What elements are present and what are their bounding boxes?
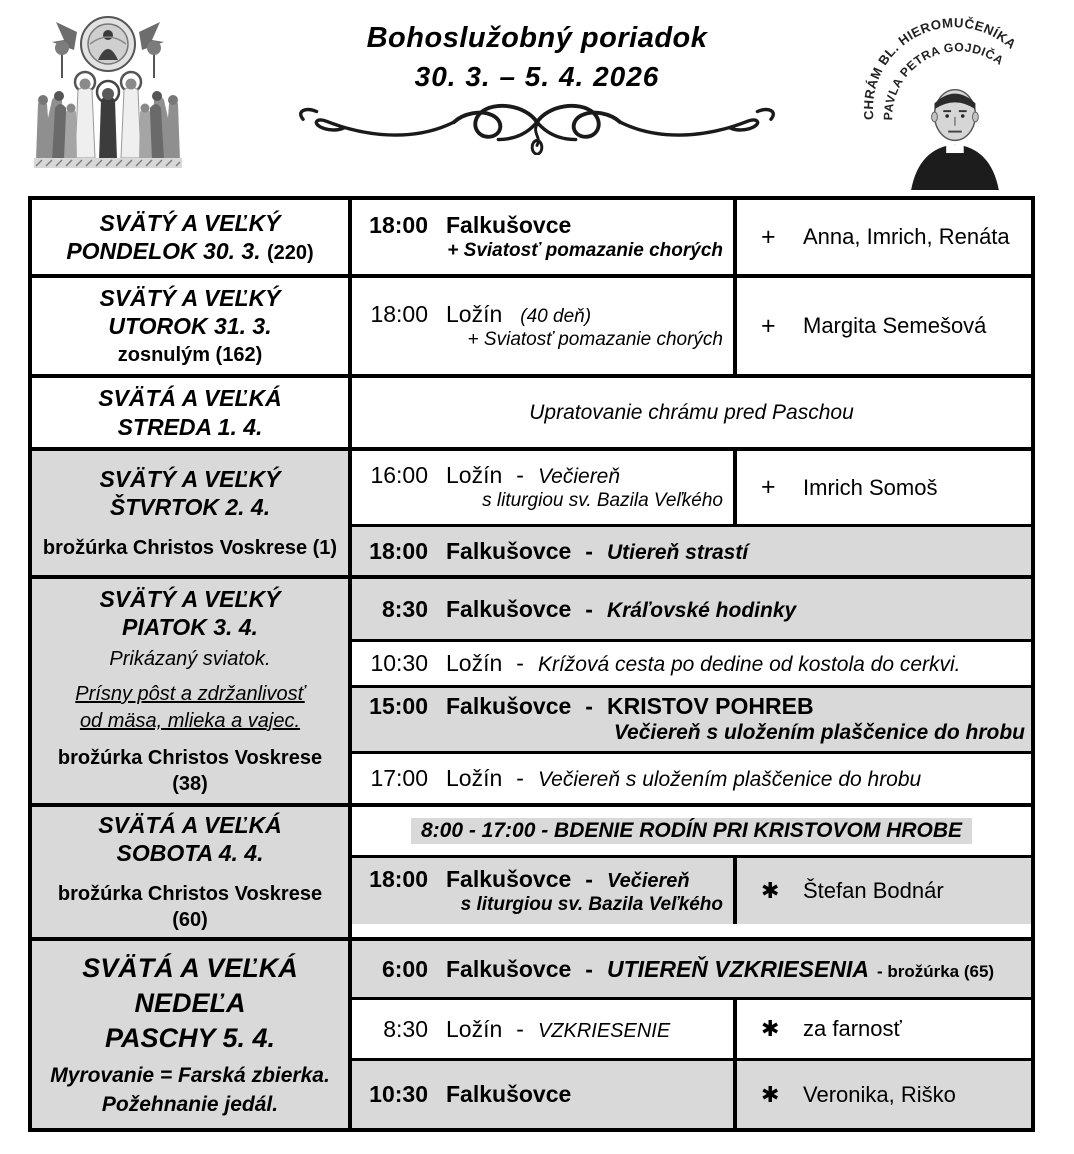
day-fasting-line: Prísny pôst a zdržanlivosť: [75, 683, 305, 706]
service-place: Ložín: [446, 1015, 503, 1042]
intent-cell: [733, 858, 1031, 924]
service-place: Falkušovce: [446, 537, 572, 564]
service-place: Ložín: [446, 765, 503, 791]
day-title-line: PIATOK 3. 4.: [122, 614, 258, 640]
service-place: Falkušovce: [446, 1081, 572, 1108]
intent-symbol: +: [761, 311, 776, 340]
intent-cell: [733, 1061, 1031, 1128]
intent-symbol: ✱: [761, 878, 780, 903]
service-subline: + Sviatosť pomazanie chorých: [467, 328, 723, 350]
day-title-line: SVÄTÁ A VEĽKÁ: [82, 952, 298, 983]
intent-symbol: +: [761, 473, 776, 501]
separator: -: [585, 537, 593, 564]
service-name: Utiereň strastí: [606, 540, 749, 564]
intent-cell: [733, 1000, 1031, 1058]
service-entry: [352, 278, 1031, 374]
day-title-line: ŠTVRTOK 2. 4.: [109, 494, 271, 520]
service-note: - brožúrka (65): [876, 961, 995, 981]
service-place: Falkušovce: [446, 595, 572, 622]
service-time: 18:00: [369, 537, 428, 564]
day-note-line: Myrovanie = Farská zbierka.: [50, 1063, 330, 1087]
day-note-line: brožúrka Christos Voskrese (38): [57, 747, 323, 796]
service-time: 10:30: [370, 650, 428, 676]
day-cell: [32, 579, 352, 803]
day-row-sunday: [32, 937, 1031, 1128]
service-subline: + Sviatosť pomazanie chorých: [447, 239, 723, 261]
portrait: [911, 90, 999, 190]
service-name: UTIEREŇ VZKRIESENIA: [606, 955, 869, 982]
intent-names: Margita Semešová: [803, 313, 987, 338]
service-time: 15:00: [369, 692, 428, 719]
stamp-arc-bottom-text: PAVLA PETRA GOJDIČA: [881, 40, 1007, 121]
intent-symbol: ✱: [761, 1016, 780, 1042]
service-note: (40 deň): [520, 305, 592, 327]
page-title: Bohoslužobný poriadok: [366, 22, 708, 54]
day-note-line: Požehnanie jedál.: [101, 1093, 279, 1117]
day-note-line: Prikázaný sviatok.: [109, 648, 271, 671]
day-row-saturday: [32, 803, 1031, 937]
service-place: Ložín: [446, 650, 503, 676]
separator: -: [585, 692, 593, 719]
service-time: 17:00: [370, 765, 428, 791]
day-note-line: brožúrka Christos Voskrese (1): [42, 537, 338, 560]
service-entry: [352, 378, 1031, 447]
separator: -: [516, 462, 524, 489]
service-name: Kráľovské hodinky: [606, 598, 797, 622]
day-count: (220): [266, 241, 314, 264]
service-place: Ložín: [446, 300, 503, 327]
service-name: VZKRIESENIE: [537, 1019, 671, 1042]
service-place: Ložín: [446, 462, 503, 489]
service-time: 18:00: [370, 300, 428, 327]
day-note-line: zosnulým (162): [117, 344, 263, 367]
intent-cell: [733, 451, 1031, 524]
service-time: 8:30: [383, 1015, 428, 1042]
service-time: 8:30: [381, 595, 428, 622]
service-subline: Večiereň s uložením plaščenice do hrobu: [613, 720, 1025, 744]
intent-cell: [733, 200, 1031, 274]
service-entry: [352, 451, 1031, 524]
day-cell: [32, 941, 352, 1128]
separator: -: [516, 1015, 524, 1042]
service-entry: [352, 807, 1031, 855]
separator: -: [516, 650, 524, 676]
ascension-icon: [28, 8, 188, 178]
separator: -: [585, 865, 593, 892]
service-subline: s liturgiou sv. Bazila Veľkého: [460, 893, 723, 915]
schedule-table: [28, 196, 1035, 1132]
service-place: Falkušovce: [446, 955, 572, 982]
service-time: 6:00: [381, 955, 428, 982]
service-entry: [352, 941, 1031, 997]
day-title-line: SVÄTÝ A VEĽKÝ: [99, 284, 281, 311]
day-title-line: NEDEĽA: [134, 987, 246, 1018]
day-title-line: SVÄTÝ A VEĽKÝ: [99, 585, 281, 612]
intent-cell: [733, 278, 1031, 374]
day-title-line: SVÄTÁ A VEĽKÁ: [98, 385, 282, 412]
day-row-thursday: [32, 447, 1031, 575]
day-title-line: SVÄTÝ A VEĽKÝ: [99, 465, 281, 492]
banner-line: 8:00 - 17:00 - BDENIE RODÍN PRI KRISTOVOM HROBE: [411, 818, 972, 844]
day-cell: [32, 278, 352, 374]
intent-names: za farnosť: [803, 1016, 902, 1042]
day-title-line: [66, 237, 313, 265]
day-row-wednesday: [32, 374, 1031, 447]
title-block: [257, 22, 817, 160]
day-title-line: SVÄTÝ A VEĽKÝ: [99, 209, 281, 236]
cleaning-note-line: Upratovanie chrámu pred Paschou: [529, 400, 854, 424]
intent-symbol: ✱: [761, 1081, 780, 1107]
intent-names: Anna, Imrich, Renáta: [803, 224, 1010, 249]
day-fasting-line: od mäsa, mlieka a vajec.: [79, 710, 301, 733]
service-time: 16:00: [370, 462, 428, 489]
day-title-line: STREDA 1. 4.: [117, 413, 263, 440]
intent-names: Imrich Somoš: [803, 474, 938, 500]
service-subline: s liturgiou sv. Bazila Veľkého: [482, 490, 723, 512]
service-place: Falkušovce: [446, 865, 572, 892]
separator: -: [585, 595, 593, 622]
service-entry: [352, 579, 1031, 639]
service-name: Večiereň: [606, 869, 690, 892]
separator: -: [516, 765, 524, 791]
service-entry: [352, 524, 1031, 575]
service-name: KRISTOV POHREB: [606, 692, 814, 719]
day-note-line: brožúrka Christos Voskrese (60): [57, 883, 323, 932]
service-name: Krížová cesta po dedine od kostola do cerkvi.: [537, 653, 961, 676]
separator: -: [585, 955, 593, 982]
day-title-line: UTOROK 31. 3.: [108, 313, 272, 339]
day-date: PONDELOK 30. 3.: [66, 237, 261, 264]
service-time: 10:30: [369, 1081, 428, 1108]
day-row-monday: [32, 200, 1031, 274]
service-entry: [352, 1058, 1031, 1128]
service-name: Večiereň s uložením plaščenice do hrobu: [537, 768, 922, 791]
service-place: Falkušovce: [446, 211, 572, 238]
service-entry: [352, 997, 1031, 1058]
service-entry: [352, 855, 1031, 924]
service-time: 18:00: [369, 865, 428, 892]
day-row-tuesday: [32, 274, 1031, 374]
day-cell: [32, 451, 352, 575]
day-row-friday: [32, 575, 1031, 803]
flourish-ornament: [257, 97, 817, 160]
stamp-arc-top-text: CHRÁM BL. HIEROMUČENÍKA: [860, 15, 1020, 121]
day-title-line: SOBOTA 4. 4.: [116, 840, 264, 867]
day-cell: [32, 378, 352, 447]
intent-names: Veronika, Riško: [803, 1081, 956, 1107]
service-entry: [352, 685, 1031, 751]
day-title-line: SVÄTÁ A VEĽKÁ: [98, 812, 282, 838]
service-entry: [352, 751, 1031, 803]
intent-symbol: +: [761, 222, 776, 251]
service-time: 18:00: [369, 211, 428, 238]
date-range: 30. 3. – 5. 4. 2026: [414, 61, 660, 92]
service-entry: [352, 639, 1031, 685]
service-name: Večiereň: [537, 465, 621, 489]
service-place: Falkušovce: [446, 692, 572, 719]
day-cell: [32, 807, 352, 937]
service-entry: [352, 200, 1031, 274]
masthead: [0, 0, 1074, 196]
parish-stamp: [860, 2, 1046, 192]
day-title-line: PASCHY 5. 4.: [104, 1022, 276, 1053]
day-cell: [32, 200, 352, 274]
intent-names: Štefan Bodnár: [803, 878, 944, 903]
